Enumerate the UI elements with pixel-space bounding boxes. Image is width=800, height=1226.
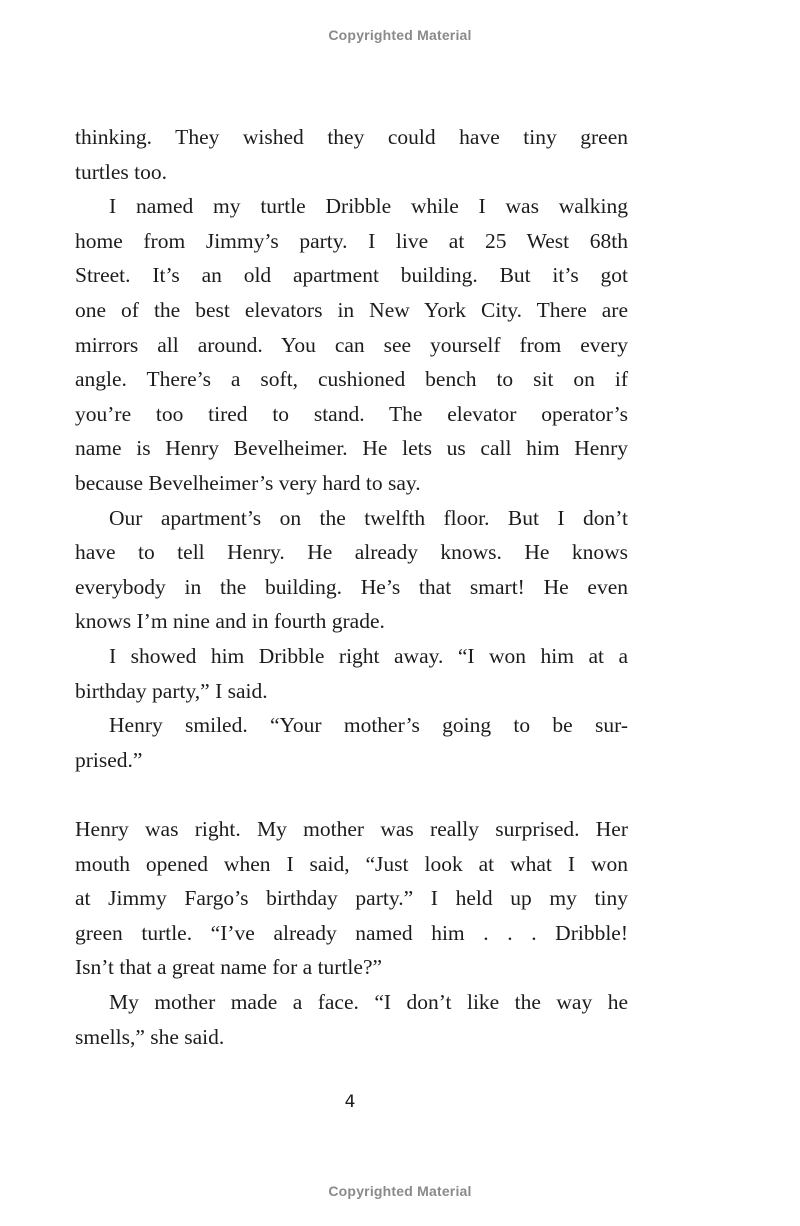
text-line: Henry was right. My mother was really surprised. Her bbox=[75, 817, 628, 841]
text-line: everybody in the building. He’s that smart! He even bbox=[75, 574, 628, 599]
text-block-2 bbox=[75, 812, 628, 1054]
text-line: I named my turtle Dribble while I was walking bbox=[109, 194, 628, 219]
text-line: Our apartment’s on the twelfth floor. But I don’t bbox=[109, 505, 628, 530]
watermark-bottom: Copyrighted Material bbox=[328, 1183, 472, 1199]
text-line: at Jimmy Fargo’s birthday party.” I held up my tiny bbox=[75, 886, 628, 911]
text-line: smells,” she said. bbox=[75, 1024, 225, 1049]
text-line: you’re too tired to stand. The elevator operator’s bbox=[75, 401, 628, 426]
watermark-top: Copyrighted Material bbox=[328, 27, 472, 43]
text-line: My mother made a face. “I don’t like the way he bbox=[109, 989, 628, 1014]
text-line: name is Henry Bevelheimer. He lets us call him Henry bbox=[75, 436, 628, 461]
text-block-1 bbox=[75, 120, 628, 777]
text-line: have to tell Henry. He already knows. He knows bbox=[75, 540, 628, 565]
text-line: Street. It’s an old apartment building. But it’s got bbox=[75, 263, 628, 288]
text-line: angle. There’s a soft, cushioned bench to sit on if bbox=[75, 367, 628, 392]
text-line: one of the best elevators in New York City. There are bbox=[75, 297, 628, 322]
text-line: thinking. They wished they could have tiny green bbox=[75, 125, 628, 149]
text-line: prised.” bbox=[75, 747, 143, 772]
text-line: Henry smiled. “Your mother’s going to be sur- bbox=[109, 713, 628, 738]
page-number: 4 bbox=[344, 1092, 356, 1112]
text-line: I showed him Dribble right away. “I won him at a bbox=[109, 643, 628, 668]
text-line: Isn’t that a great name for a turtle?” bbox=[75, 955, 383, 980]
text-line: knows I’m nine and in fourth grade. bbox=[75, 609, 385, 634]
text-line: mouth opened when I said, “Just look at what I won bbox=[75, 851, 628, 876]
text-line: mirrors all around. You can see yourself from every bbox=[75, 332, 628, 357]
text-line: home from Jimmy’s party. I live at 25 West 68th bbox=[75, 228, 628, 253]
text-line: birthday party,” I said. bbox=[75, 678, 268, 703]
text-line: turtles too. bbox=[75, 159, 167, 184]
text-line: green turtle. “I’ve already named him . . . Dribble! bbox=[75, 920, 628, 945]
text-line: because Bevelheimer’s very hard to say. bbox=[75, 470, 421, 495]
